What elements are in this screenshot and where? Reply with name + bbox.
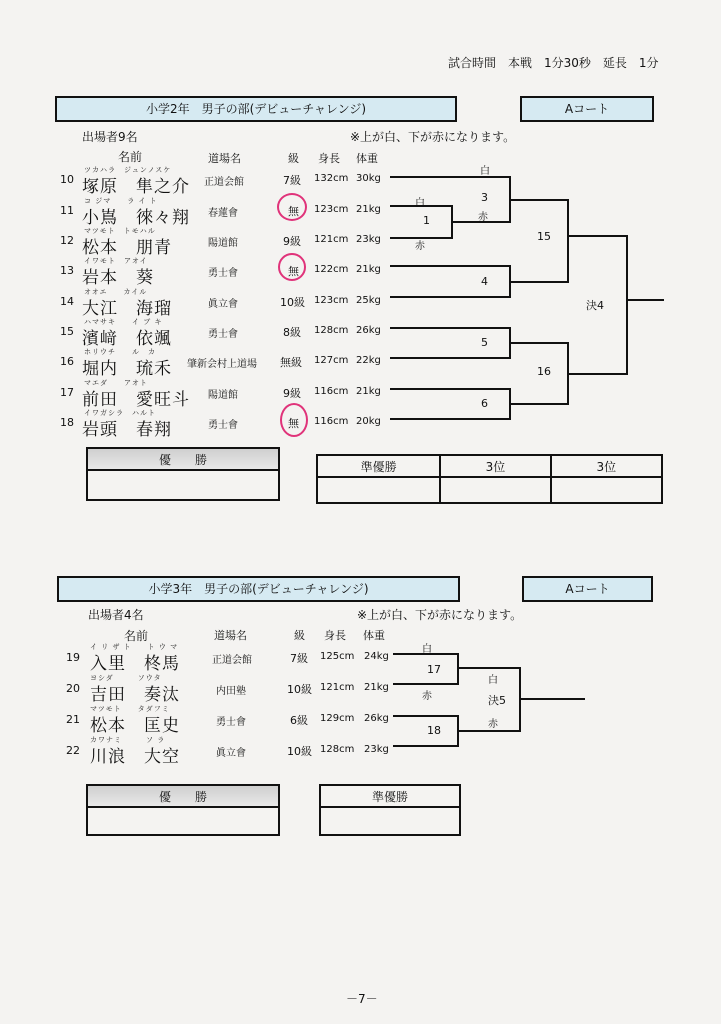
player-kana: ツカハラ ジュンノスケ <box>84 166 172 174</box>
division1-winner-table <box>86 447 280 501</box>
player-dojo: 陽道館 <box>208 390 238 401</box>
player-dojo: 陽道館 <box>208 238 238 249</box>
player-name: 堀内 琉禾 <box>82 359 172 379</box>
player-dojo: 正道会館 <box>212 655 252 666</box>
col-grade: 級 <box>288 152 299 165</box>
player-number: 20 <box>66 682 80 695</box>
col-weight: 体重 <box>363 629 385 642</box>
bracket-white-label: 白 <box>422 644 432 655</box>
player-name: 松本 匡史 <box>90 716 180 736</box>
division2-court: Aコート <box>522 576 653 602</box>
player-weight: 20kg <box>356 416 381 427</box>
player-grade: 7級 <box>290 652 308 665</box>
player-name: 松本 朋青 <box>82 238 172 258</box>
third-place-cell <box>551 477 662 503</box>
col-name: 名前 <box>118 150 143 164</box>
match-15-label: 15 <box>537 230 551 243</box>
player-name: 岩頭 春翔 <box>82 420 172 440</box>
player-kana: カワナミ ソ ラ <box>90 736 166 744</box>
division2-winner-table <box>86 784 280 836</box>
player-dojo: 眞立會 <box>216 748 246 759</box>
player-grade: 無級 <box>280 356 302 369</box>
player-name: 塚原 隼之介 <box>82 177 190 197</box>
bracket-white-label: 白 <box>415 198 425 209</box>
player-height: 116cm <box>314 386 349 397</box>
player-dojo: 春蓮會 <box>208 208 238 219</box>
player-kana: マエダ アオト <box>84 379 148 387</box>
player-grade: 8級 <box>283 326 301 339</box>
player-number: 11 <box>60 204 74 217</box>
player-weight: 30kg <box>356 173 381 184</box>
match-16-label: 16 <box>537 365 551 378</box>
player-grade: 10級 <box>287 745 312 758</box>
bracket-red-label: 赤 <box>422 691 432 702</box>
player-weight: 23kg <box>364 744 389 755</box>
player-weight: 21kg <box>356 386 381 397</box>
player-kana: ハマサキ イ ブ キ <box>84 318 163 326</box>
col-weight: 体重 <box>356 152 378 165</box>
player-dojo: 勇士會 <box>208 329 238 340</box>
player-dojo: 勇士會 <box>216 717 246 728</box>
player-weight: 26kg <box>356 325 381 336</box>
player-height: 125cm <box>320 651 355 662</box>
player-weight: 21kg <box>364 682 389 693</box>
player-kana: イ リ ザ ト ト ウ マ <box>90 643 179 651</box>
player-kana: マツモト トモハル <box>84 227 156 235</box>
player-name: 前田 愛旺斗 <box>82 390 190 410</box>
division1-placing-table <box>316 454 663 504</box>
player-height: 129cm <box>320 713 355 724</box>
third-place-cell <box>440 477 550 503</box>
bracket-red-label: 赤 <box>415 241 425 252</box>
player-kana: イワガシラ ハルト <box>84 409 156 417</box>
division2-runner-up-table <box>319 784 461 836</box>
col-height: 身長 <box>324 629 346 642</box>
player-height: 128cm <box>320 744 355 755</box>
third-place-header: 3位 <box>440 455 550 477</box>
player-height: 123cm <box>314 204 349 215</box>
player-height: 132cm <box>314 173 349 184</box>
player-grade: 9級 <box>283 235 301 248</box>
player-number: 17 <box>60 386 74 399</box>
division1-note: ※上が白、下が赤になります。 <box>350 130 516 144</box>
player-height: 123cm <box>314 295 349 306</box>
division1-title: 小学2年 男子の部(デビューチャレンジ) <box>55 96 457 122</box>
player-weight: 21kg <box>356 264 381 275</box>
player-height: 116cm <box>314 416 349 427</box>
player-grade: 10級 <box>280 296 305 309</box>
winner-header: 優 勝 <box>87 785 279 807</box>
player-height: 127cm <box>314 355 349 366</box>
player-grade: 7級 <box>283 174 301 187</box>
player-dojo: 勇士會 <box>208 268 238 279</box>
player-name: 岩本 葵 <box>82 268 154 288</box>
runner-up-header: 準優勝 <box>317 455 440 477</box>
col-name: 名前 <box>124 629 149 643</box>
player-grade: 無 <box>288 265 299 278</box>
player-name: 大江 海瑠 <box>82 299 172 319</box>
player-number: 21 <box>66 713 80 726</box>
player-height: 121cm <box>320 682 355 693</box>
match-6-label: 6 <box>481 397 488 410</box>
final-4-label: 決4 <box>586 299 604 312</box>
page-number: －7－ <box>346 992 378 1006</box>
match-17-label: 17 <box>427 663 441 676</box>
player-grade: 10級 <box>287 683 312 696</box>
player-number: 19 <box>66 651 80 664</box>
col-height: 身長 <box>318 152 340 165</box>
col-dojo: 道場名 <box>208 152 241 165</box>
runner-up-header: 準優勝 <box>320 785 460 807</box>
match-5-label: 5 <box>481 336 488 349</box>
winner-cell <box>87 470 279 500</box>
player-dojo: 勇士會 <box>208 420 238 431</box>
player-kana: ヨシダ ソウタ <box>90 674 162 682</box>
player-grade: 6級 <box>290 714 308 727</box>
match-18-label: 18 <box>427 724 441 737</box>
player-name: 入里 柊馬 <box>90 654 180 674</box>
player-weight: 26kg <box>364 713 389 724</box>
match-time: 試合時間 本戦 1分30秒 延長 1分 <box>448 56 659 70</box>
player-kana: マツモト タダフミ <box>90 705 170 713</box>
division2-note: ※上が白、下が赤になります。 <box>357 608 523 622</box>
bracket-white-label: 白 <box>480 166 490 177</box>
third-place-header: 3位 <box>551 455 662 477</box>
player-name: 小嶌 徠々翔 <box>82 208 190 228</box>
player-dojo: 内田塾 <box>216 686 246 697</box>
winner-cell <box>87 807 279 835</box>
player-grade: 無 <box>288 205 299 218</box>
runner-up-cell <box>317 477 440 503</box>
player-number: 10 <box>60 173 74 186</box>
player-dojo: 眞立會 <box>208 299 238 310</box>
player-kana: ホリウチ ル カ <box>84 348 156 356</box>
division1-count: 出場者9名 <box>82 130 138 144</box>
division1-court: Aコート <box>520 96 654 122</box>
player-weight: 23kg <box>356 234 381 245</box>
player-grade: 無 <box>288 417 299 430</box>
player-kana: オオエ カイル <box>84 288 148 296</box>
player-number: 12 <box>60 234 74 247</box>
player-height: 122cm <box>314 264 349 275</box>
player-number: 16 <box>60 355 74 368</box>
player-name: 川浪 大空 <box>90 747 180 767</box>
bracket-red-label: 赤 <box>478 212 488 223</box>
player-dojo: 肇新会村上道場 <box>187 359 257 370</box>
player-weight: 24kg <box>364 651 389 662</box>
match-1-label: 1 <box>423 214 430 227</box>
player-grade: 9級 <box>283 387 301 400</box>
player-weight: 22kg <box>356 355 381 366</box>
player-name: 吉田 奏汰 <box>90 685 180 705</box>
runner-up-cell <box>320 807 460 835</box>
col-dojo: 道場名 <box>214 629 247 642</box>
final-5-label: 決5 <box>488 694 506 707</box>
player-height: 121cm <box>314 234 349 245</box>
player-number: 14 <box>60 295 74 308</box>
player-number: 13 <box>60 264 74 277</box>
division2-count: 出場者4名 <box>88 608 144 622</box>
match-4-label: 4 <box>481 275 488 288</box>
col-grade: 級 <box>294 629 305 642</box>
player-height: 128cm <box>314 325 349 336</box>
player-dojo: 正道会館 <box>204 177 244 188</box>
player-name: 濱﨑 依颯 <box>82 329 172 349</box>
player-number: 15 <box>60 325 74 338</box>
match-3-label: 3 <box>481 191 488 204</box>
player-weight: 25kg <box>356 295 381 306</box>
player-kana: コ ジマ ラ イ ト <box>84 197 158 205</box>
player-kana: イワモト アオイ <box>84 257 148 265</box>
player-number: 18 <box>60 416 74 429</box>
bracket-red-label: 赤 <box>488 719 498 730</box>
winner-header: 優 勝 <box>87 448 279 470</box>
player-weight: 21kg <box>356 204 381 215</box>
bracket-white-label: 白 <box>488 675 498 686</box>
player-number: 22 <box>66 744 80 757</box>
division2-title: 小学3年 男子の部(デビューチャレンジ) <box>57 576 460 602</box>
